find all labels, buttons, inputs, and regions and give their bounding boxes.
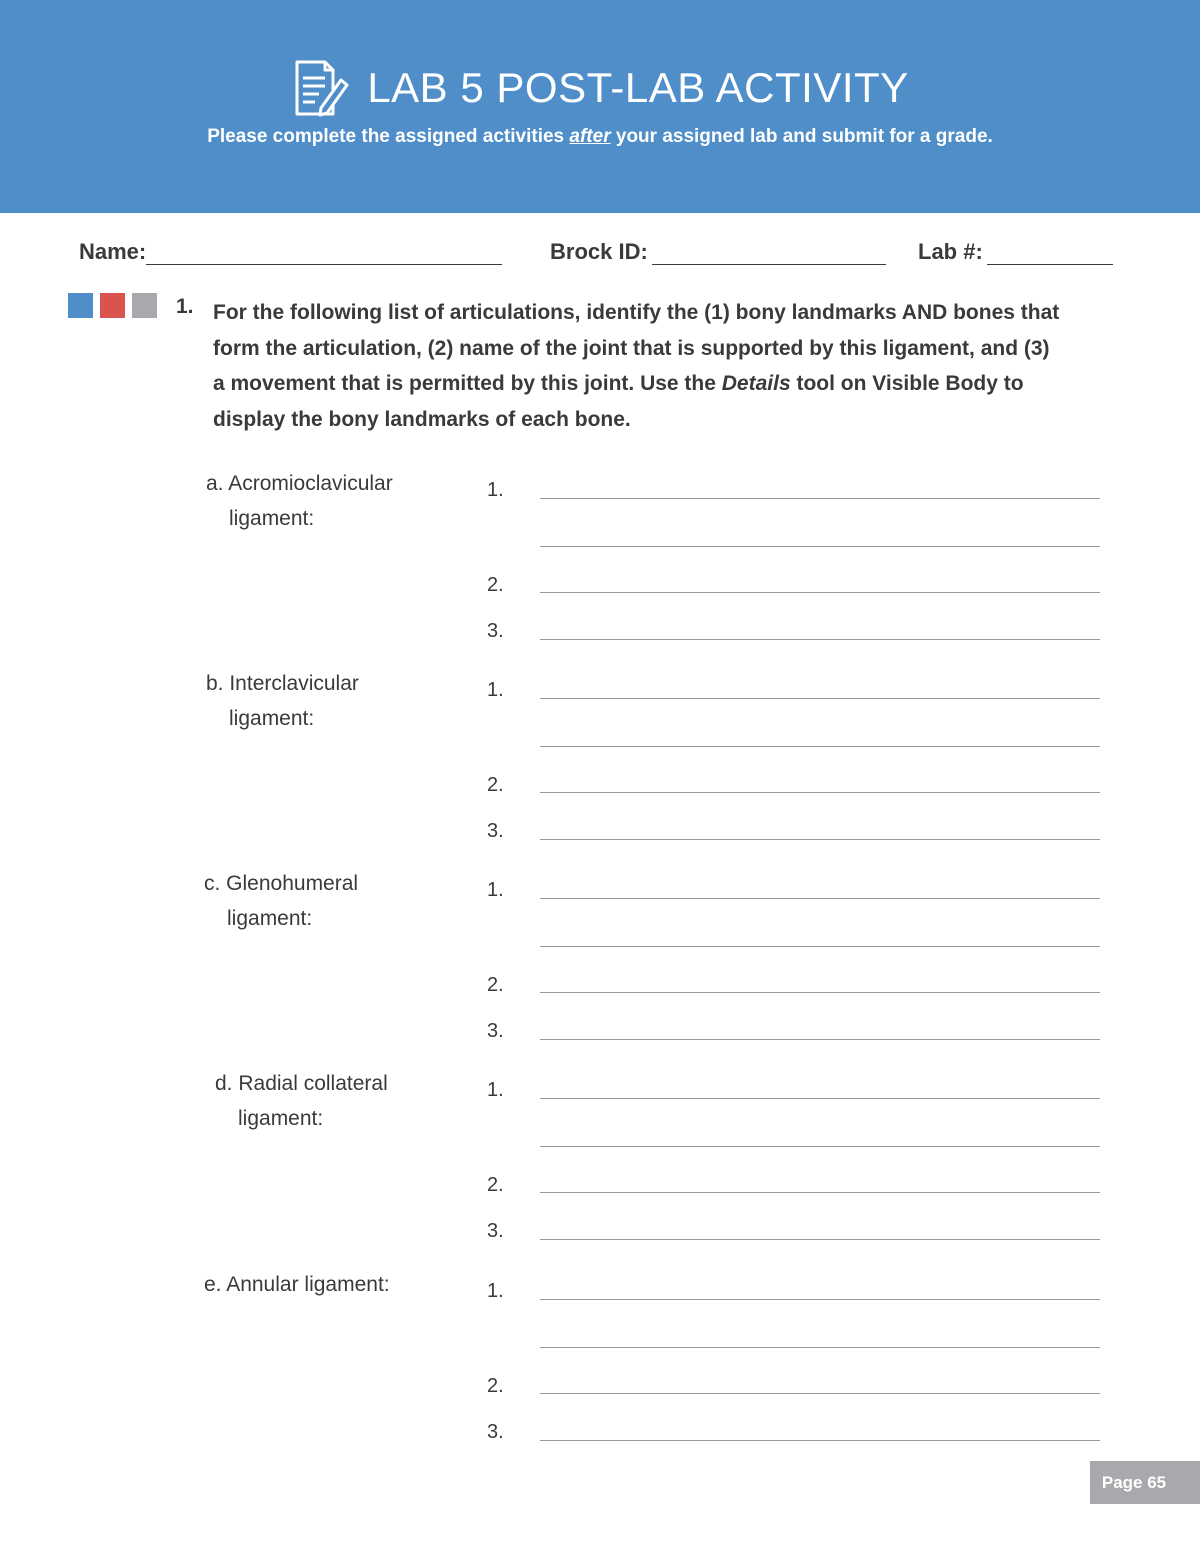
- answer-number: 3.: [487, 1020, 504, 1042]
- answer-line[interactable]: [540, 1440, 1100, 1441]
- item-label: [204, 866, 464, 936]
- answer-line[interactable]: [540, 746, 1100, 747]
- answer-number: 1.: [487, 1280, 504, 1302]
- red-square: [100, 293, 125, 318]
- question-text: [213, 295, 1063, 437]
- blue-square: [68, 293, 93, 318]
- student-info-row: [79, 238, 1124, 270]
- item-label-line2: ligament:: [227, 907, 313, 930]
- name-field: [79, 238, 502, 265]
- gray-square: [132, 293, 157, 318]
- question-text-emphasis: Details: [721, 372, 791, 395]
- answer-line[interactable]: [540, 546, 1100, 547]
- item-label-line1: c. Glenohumeral: [204, 872, 359, 895]
- item-label-line2: ligament:: [229, 507, 315, 530]
- answer-line[interactable]: [540, 1299, 1100, 1300]
- answer-number: 1.: [487, 679, 504, 701]
- item-label-line2: ligament:: [229, 707, 315, 730]
- answer-number: 1.: [487, 879, 504, 901]
- answer-line[interactable]: [540, 839, 1100, 840]
- title-row: [0, 58, 1200, 118]
- answer-line[interactable]: [540, 698, 1100, 699]
- brock-id-field: [550, 238, 886, 265]
- answer-line[interactable]: [540, 498, 1100, 499]
- answer-line[interactable]: [540, 1239, 1100, 1240]
- page-number: Page 65: [1101, 1472, 1167, 1492]
- item-label: [215, 1066, 475, 1136]
- question-text-pre: For the following list of articulations, identify the (1) bony landmarks AND bones that form the articulation, (2) name of the joint that is supported by this ligament, and (3) a movement that is permitted by this joint. Use the: [213, 301, 1060, 395]
- answer-number: 1.: [487, 1079, 504, 1101]
- answer-number: 2.: [487, 1375, 504, 1397]
- answer-number: 2.: [487, 774, 504, 796]
- answer-number: 2.: [487, 1174, 504, 1196]
- answer-line[interactable]: [540, 1192, 1100, 1193]
- document-pencil-icon: [291, 58, 349, 118]
- item-label-line1: a. Acromioclavicular: [206, 472, 393, 495]
- answer-line[interactable]: [540, 1098, 1100, 1099]
- answer-number: 3.: [487, 620, 504, 642]
- brock-id-input-line[interactable]: [652, 238, 886, 265]
- answer-line[interactable]: [540, 639, 1100, 640]
- lab-number-input-line[interactable]: [987, 238, 1113, 265]
- item-label-line1: b. Interclavicular: [206, 672, 359, 695]
- header-banner: [0, 0, 1200, 213]
- answer-number: 3.: [487, 1220, 504, 1242]
- answer-number: 2.: [487, 574, 504, 596]
- item-label-line1: d. Radial collateral: [215, 1072, 388, 1095]
- answer-number: 3.: [487, 820, 504, 842]
- page-subtitle: [0, 126, 1200, 148]
- answer-number: 3.: [487, 1421, 504, 1443]
- answer-line[interactable]: [540, 592, 1100, 593]
- brock-id-label: Brock ID:: [550, 239, 648, 264]
- answer-line[interactable]: [540, 1347, 1100, 1348]
- answer-number: 2.: [487, 974, 504, 996]
- page-number-badge: [1090, 1461, 1200, 1504]
- name-label: Name:: [79, 239, 147, 264]
- item-label-line2: ligament:: [238, 1107, 324, 1130]
- difficulty-squares: [68, 293, 157, 318]
- name-input-line[interactable]: [146, 238, 502, 265]
- question-number: 1.: [176, 295, 194, 318]
- item-label: [206, 666, 466, 736]
- answer-line[interactable]: [540, 1393, 1100, 1394]
- item-label: [206, 466, 466, 536]
- page-title: LAB 5 POST-LAB ACTIVITY: [367, 64, 909, 111]
- subtitle-text-pre: Please complete the assigned activities: [207, 126, 570, 147]
- subtitle-text-post: your assigned lab and submit for a grade.: [610, 126, 993, 147]
- item-label: [204, 1267, 464, 1302]
- answer-line[interactable]: [540, 946, 1100, 947]
- answer-line[interactable]: [540, 1146, 1100, 1147]
- answer-line[interactable]: [540, 898, 1100, 899]
- lab-number-label: Lab #:: [918, 239, 983, 264]
- question-text-post: tool on Visible Body to display the bony landmarks of each bone.: [213, 372, 1024, 431]
- answer-line[interactable]: [540, 1039, 1100, 1040]
- item-label-line1: e. Annular ligament:: [204, 1273, 390, 1296]
- lab-number-field: [918, 238, 1113, 265]
- answer-number: 1.: [487, 479, 504, 501]
- subtitle-emphasis: after: [569, 126, 611, 147]
- answer-line[interactable]: [540, 992, 1100, 993]
- answer-line[interactable]: [540, 792, 1100, 793]
